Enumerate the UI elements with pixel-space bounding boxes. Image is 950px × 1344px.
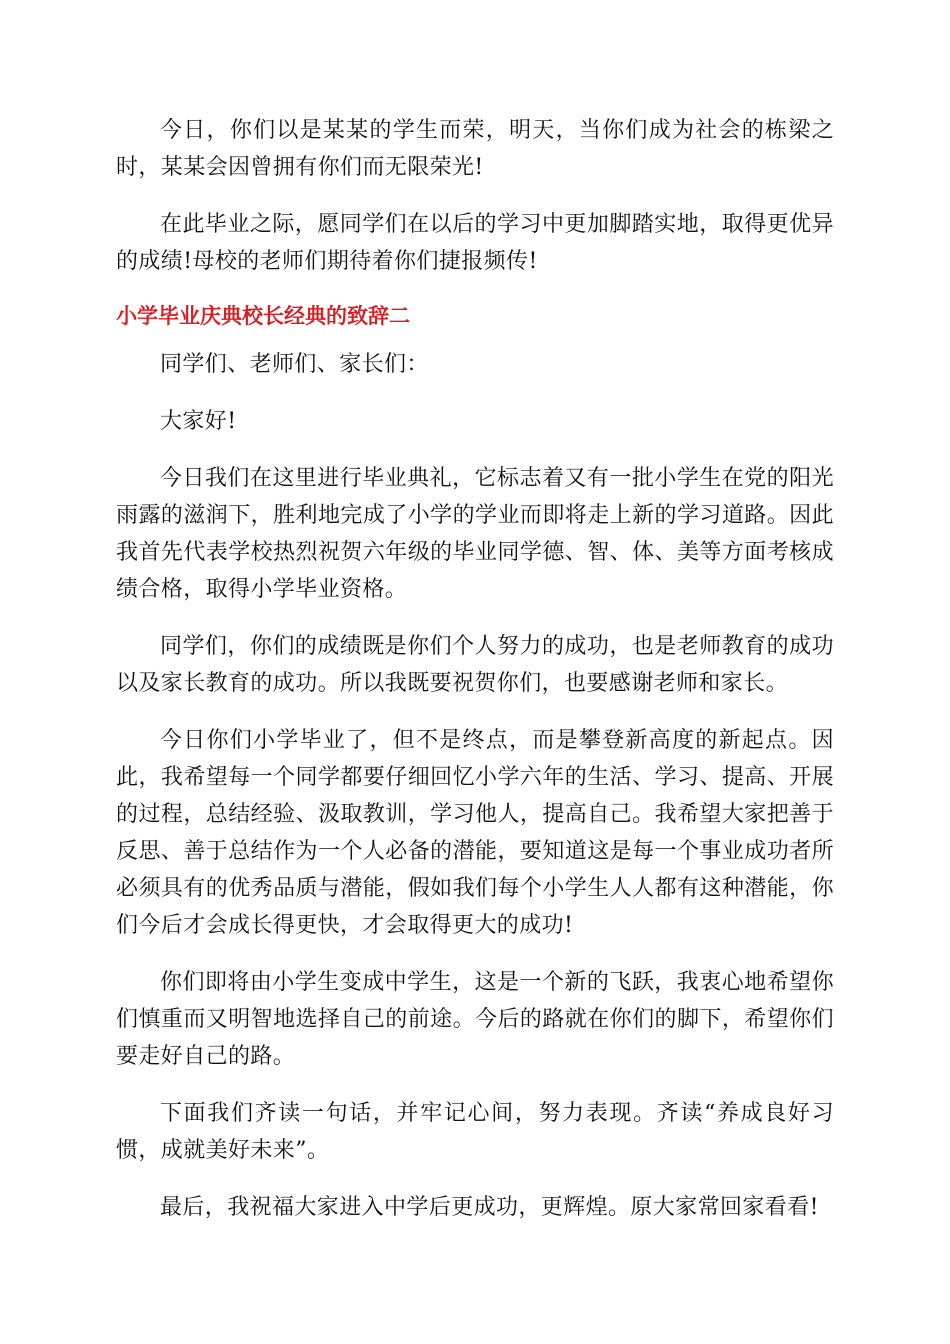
closing-paragraph: 最后，我祝福大家进入中学后更成功，更辉煌。原大家常回家看看!: [160, 1195, 819, 1220]
document-body: [116, 112, 834, 1246]
paragraph: 今日我们在这里进行毕业典礼，它标志着又有一批小学生在党的阳光雨露的滋润下，胜利地完成了小学的学业而即将走上新的学习道路。因此我首先代表学校热烈祝贺六年级的毕业同学德、智、体、美等方面考核成绩合格，取得小学毕业资格。: [116, 466, 834, 602]
section-heading: 小学毕业庆典校长经典的致辞二: [116, 304, 410, 328]
paragraph: 今日，你们以是某某的学生而荣，明天，当你们成为社会的栋梁之时，某某会因曾拥有你们而无限荣光!: [116, 118, 834, 180]
paragraph: 在此毕业之际，愿同学们在以后的学习中更加脚踏实地，取得更优异的成绩!母校的老师们期待着你们捷报频传!: [116, 212, 834, 274]
salutation: 同学们、老师们、家长们：: [160, 352, 429, 377]
paragraph: 你们即将由小学生变成中学生，这是一个新的飞跃，我衷心地希望你们慎重而又明智地选择自己的前途。今后的路就在你们的脚下，希望你们要走好自己的路。: [116, 970, 834, 1069]
paragraph: 下面我们齐读一句话，并牢记心间，努力表现。齐读“养成良好习惯，成就美好未来”。: [116, 1101, 834, 1163]
paragraph: 今日你们小学毕业了，但不是终点，而是攀登新高度的新起点。因此，我希望每一个同学都要仔细回忆小学六年的生活、学习、提高、开展的过程，总结经验、汲取教训，学习他人，提高自己。我希望大家把善于反思、善于总结作为一个人必备的潜能，要知道这是每一个事业成功者所必须具有的优秀品质与潜能，假如我们每个小学生人人都有这种潜能，你们今后才会成长得更快，才会取得更大的成功!: [116, 728, 834, 938]
paragraph: 同学们，你们的成绩既是你们个人努力的成功，也是老师教育的成功以及家长教育的成功。所以我既要祝贺你们，也要感谢老师和家长。: [116, 634, 834, 696]
greeting: 大家好!: [160, 409, 237, 434]
